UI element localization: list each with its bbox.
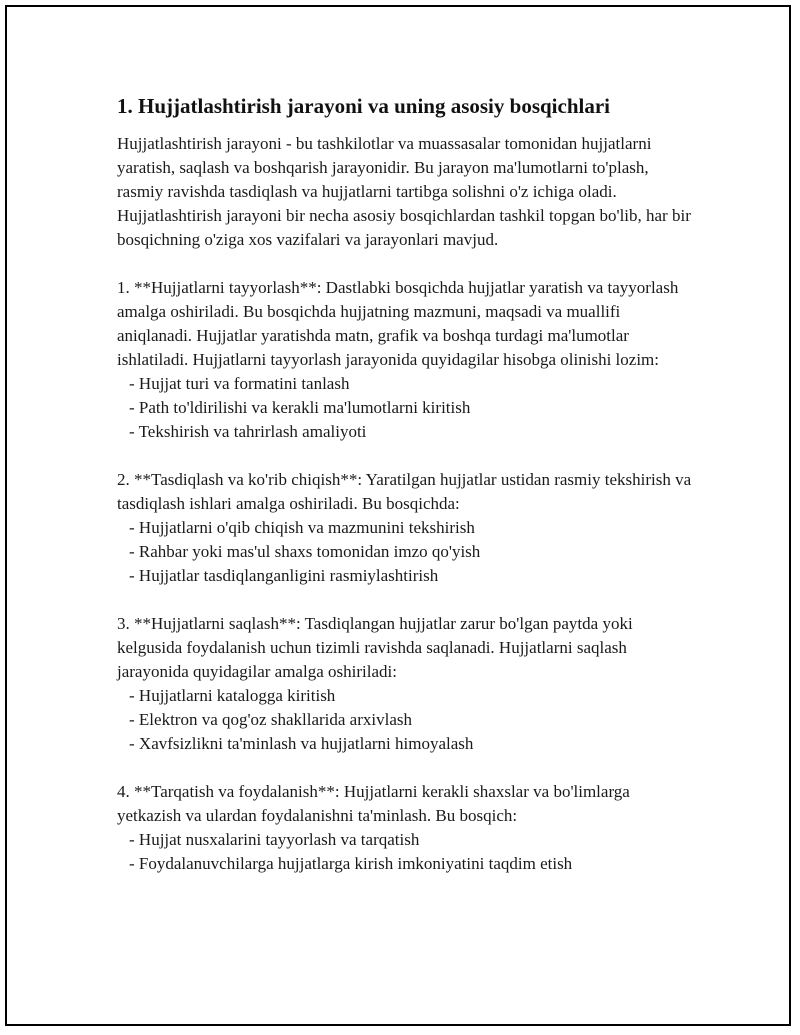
list-item: - Hujjatlar tasdiqlanganligini rasmiylashtirish <box>129 566 439 585</box>
list-item: - Path to'ldirilishi va kerakli ma'lumotlarni kiritish <box>129 398 471 417</box>
list-item: - Elektron va qog'oz shakllarida arxivlash <box>129 710 412 729</box>
list-item: - Hujjatlarni katalogga kiritish <box>129 686 336 705</box>
paragraph-gap <box>117 252 697 276</box>
list-item: - Hujjatlarni o'qib chiqish va mazmunini tekshirish <box>129 518 475 537</box>
list-item: - Xavfsizlikni ta'minlash va hujjatlarni himoyalash <box>129 734 474 753</box>
stage-section-2 <box>117 468 697 588</box>
section-heading: 1. Hujjatlashtirish jarayoni va uning asosiy bosqichlari <box>117 94 610 118</box>
paragraph-gap <box>117 756 697 780</box>
paragraph-gap <box>117 588 697 612</box>
stage-section-4 <box>117 780 697 876</box>
list-item: - Rahbar yoki mas'ul shaxs tomonidan imzo qo'yish <box>129 542 481 561</box>
list-item: - Hujjat nusxalarini tayyorlash va tarqatish <box>129 830 420 849</box>
stage-3-paragraph: 3. **Hujjatlarni saqlash**: Tasdiqlangan hujjatlar zarur bo'lgan paytda yoki kelgusida foydalanish uchun tizimli ravishda saqlanadi. Hujjatlarni saqlash jarayonida quyidagilar amalga oshiriladi: <box>117 614 633 681</box>
list-item: - Tekshirish va tahrirlash amaliyoti <box>129 422 367 441</box>
stage-section-1 <box>117 276 697 444</box>
list-item: - Hujjat turi va formatini tanlash <box>129 374 350 393</box>
stage-2-paragraph: 2. **Tasdiqlash va ko'rib chiqish**: Yaratilgan hujjatlar ustidan rasmiy tekshirish va tasdiqlash ishlari amalga oshiriladi. Bu bosqichda: <box>117 470 692 513</box>
paragraph-gap <box>117 444 697 468</box>
intro-paragraph: Hujjatlashtirish jarayoni - bu tashkilotlar va muassasalar tomonidan hujjatlarni yaratish, saqlash va boshqarish jarayonidir. Bu jarayon ma'lumotlarni to'plash, rasmiy ravishda tasdiqlash va hujjatlarni tartibga solishni o'z ichiga oladi. Hujjatlashtirish jarayoni bir necha asosiy bosqichlardan tashkil topgan bo'lib, har bir bosqichning o'ziga xos vazifalari va jarayonlari mavjud. <box>117 134 691 249</box>
stage-4-paragraph: 4. **Tarqatish va foydalanish**: Hujjatlarni kerakli shaxslar va bo'limlarga yetkazish va ulardan foydalanishni ta'minlash. Bu bosqich: <box>117 782 630 825</box>
list-item: - Foydalanuvchilarga hujjatlarga kirish imkoniyatini taqdim etish <box>129 854 573 873</box>
document-body <box>117 92 697 876</box>
stage-1-paragraph: 1. **Hujjatlarni tayyorlash**: Dastlabki bosqichda hujjatlar yaratish va tayyorlash amalga oshiriladi. Bu bosqichda hujjatning mazmuni, maqsadi va muallifi aniqlanadi. Hujjatlar yaratishda matn, grafik va boshqa turdagi ma'lumotlar ishlatiladi. Hujjatlarni tayyorlash jarayonida quyidagilar hisobga olinishi lozim: <box>117 278 679 369</box>
stage-section-3 <box>117 612 697 756</box>
